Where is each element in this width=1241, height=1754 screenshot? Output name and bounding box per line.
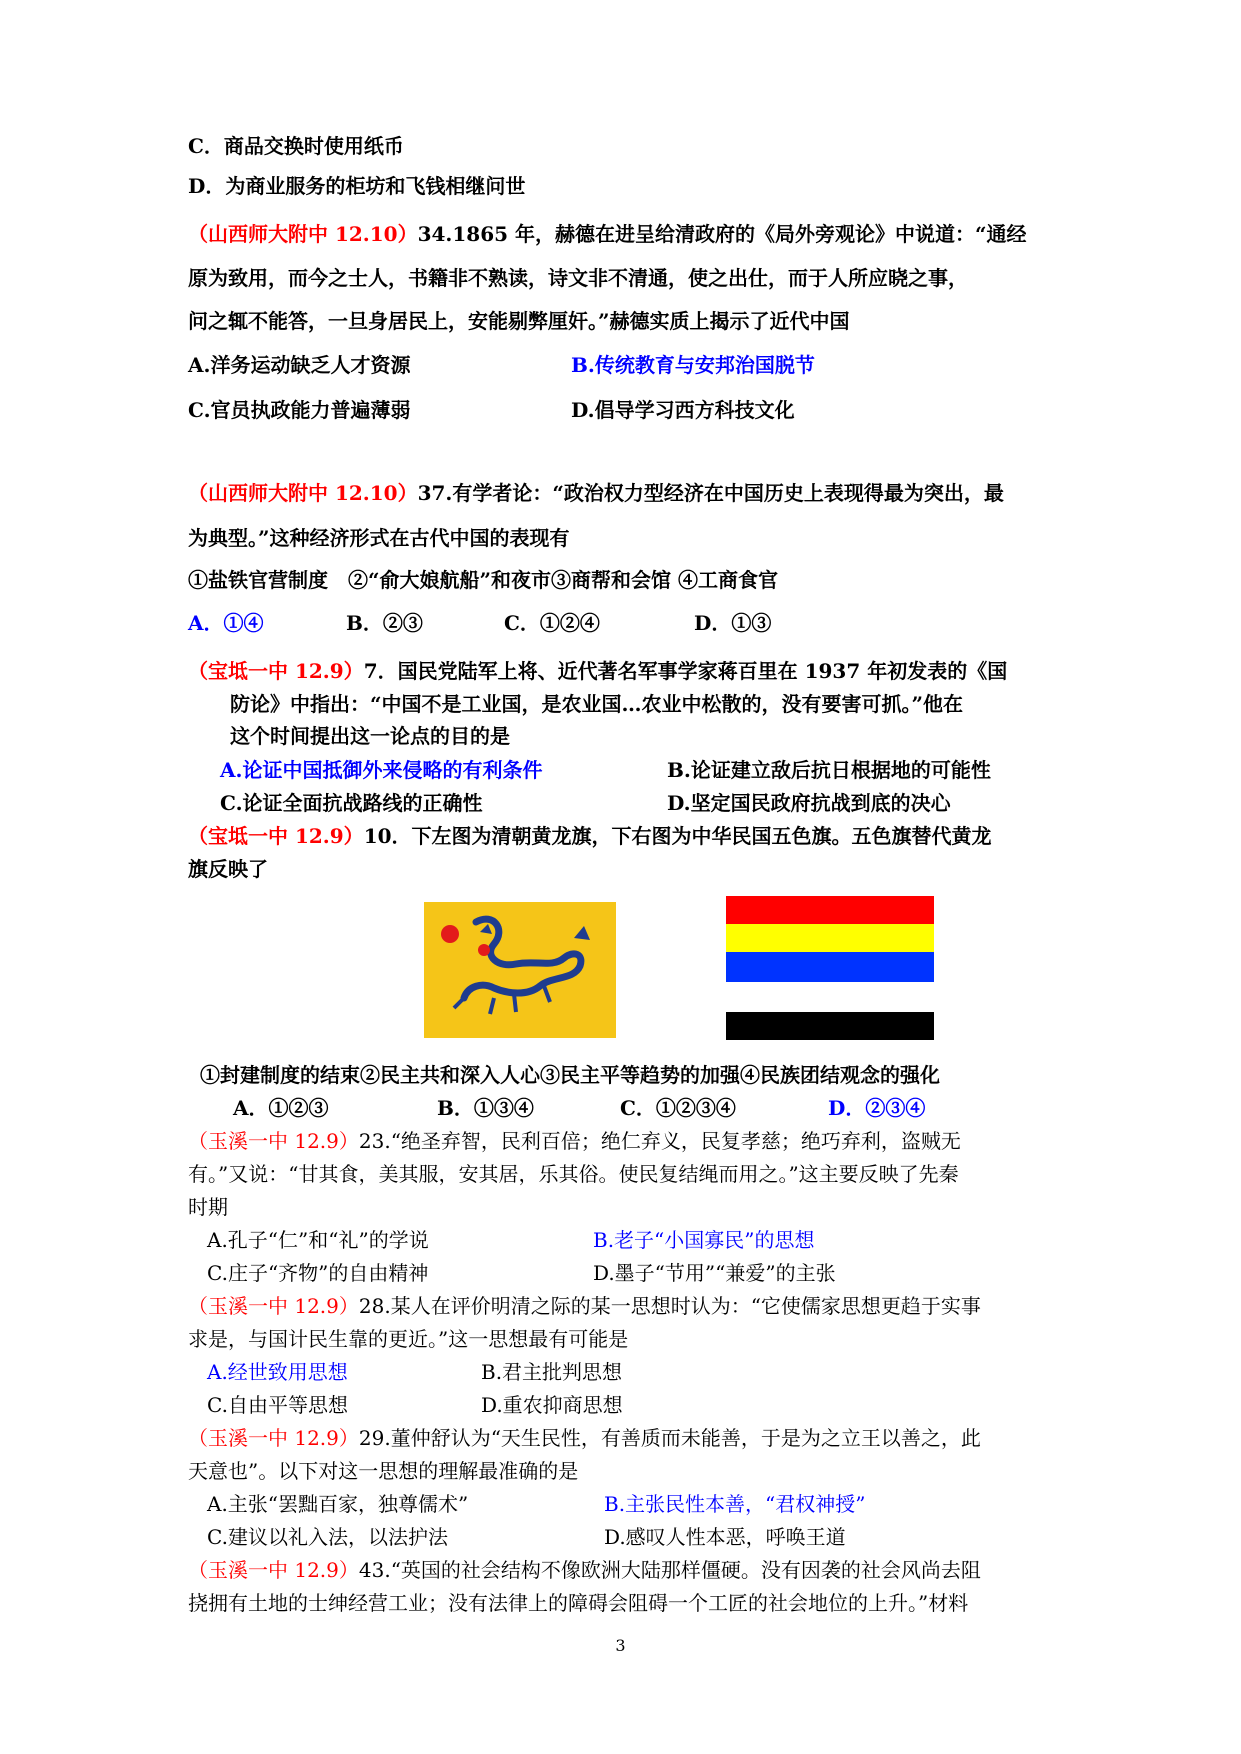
question-34-line-3: 问之辄不能答，一旦身居民上，安能剔弊厘奸。”赫德实质上揭示了近代中国 [188, 309, 850, 333]
question-29-line-1 [188, 1425, 981, 1451]
question-34-line-1 [188, 221, 1027, 247]
q37-option-b: B．②③ [346, 611, 423, 635]
question-28-line-2: 求是，与国计民生靠的更近。”这一思想最有可能是 [188, 1327, 629, 1351]
q37-option-c: C．①②④ [504, 611, 600, 635]
q10-option-d: D．②③④ [828, 1096, 926, 1120]
question-37-items: ①盐铁官营制度 ②“俞大娘航船”和夜市③商帮和会馆 ④工商食官 [188, 568, 778, 592]
option-c: C．商品交换时使用纸币 [188, 134, 404, 158]
q23-option-b: B.老子“小国寡民”的思想 [593, 1228, 815, 1252]
question-text: 10．下左图为清朝黄龙旗，下右图为中华民国五色旗。五色旗替代黄龙 [363, 824, 992, 848]
q23-option-a: A.孔子“仁”和“礼”的学说 [207, 1228, 429, 1252]
q10-option-c: C．①②③④ [620, 1096, 736, 1120]
question-37-line-1 [188, 480, 1004, 506]
question-text: 7．国民党陆军上将、近代著名军事学家蒋百里在 1937 年初发表的《国 [363, 659, 1008, 683]
qing-dragon-flag-image [424, 902, 616, 1038]
source-tag: （山西师大附中 12.10） [188, 222, 418, 246]
q7-option-d: D.坚定国民政府抗战到底的决心 [667, 791, 951, 815]
question-7-line-2: 防论》中指出：“中国不是工业国，是农业国…农业中松散的，没有要害可抓。”他在 [230, 692, 964, 716]
question-43-line-1 [188, 1557, 981, 1583]
question-29-line-2: 天意也”。以下对这一思想的理解最准确的是 [188, 1459, 579, 1483]
q29-option-a: A.主张“罢黜百家，独尊儒术” [207, 1492, 469, 1516]
question-7-line-3: 这个时间提出这一论点的目的是 [230, 724, 510, 748]
source-tag: （玉溪一中 12.9） [188, 1558, 359, 1582]
q29-option-c: C.建议以礼入法，以法护法 [207, 1525, 448, 1549]
q10-option-b: B．①③④ [437, 1096, 534, 1120]
question-10-line-2: 旗反映了 [188, 857, 268, 881]
source-tag: （玉溪一中 12.9） [188, 1294, 359, 1318]
q10-option-a: A．①②③ [233, 1096, 329, 1120]
question-23-line-3: 时期 [188, 1195, 228, 1219]
five-color-flag-image [726, 896, 934, 1040]
option-d: D．为商业服务的柜坊和飞钱相继问世 [188, 174, 526, 198]
q34-option-d: D.倡导学习西方科技文化 [571, 398, 795, 422]
q34-option-b: B.传统教育与安邦治国脱节 [571, 353, 815, 377]
question-text: 28.某人在评价明清之际的某一思想时认为：“它使儒家思想更趋于实事 [358, 1294, 981, 1318]
question-text: 37.有学者论：“政治权力型经济在中国历史上表现得最为突出，最 [417, 481, 1004, 505]
question-text: 43.“英国的社会结构不像欧洲大陆那样僵硬。没有因袭的社会风尚去阻 [358, 1558, 981, 1582]
q23-option-d: D.墨子“节用”“兼爱”的主张 [593, 1261, 836, 1285]
source-tag: （玉溪一中 12.9） [188, 1129, 359, 1153]
q28-option-c: C.自由平等思想 [207, 1393, 348, 1417]
source-tag: （宝坻一中 12.9） [188, 824, 364, 848]
q28-option-a: A.经世致用思想 [207, 1360, 348, 1384]
q34-option-a: A.洋务运动缺乏人才资源 [188, 353, 411, 377]
question-10-items: ①封建制度的结束②民主共和深入人心③民主平等趋势的加强④民族团结观念的强化 [200, 1063, 940, 1087]
q28-option-d: D.重农抑商思想 [481, 1393, 623, 1417]
question-28-line-1 [188, 1293, 981, 1319]
question-23-line-2: 有。”又说：“甘其食，美其服，安其居，乐其俗。使民复结绳而用之。”这主要反映了先秦 [188, 1162, 959, 1186]
q29-option-d: D.感叹人性本恶，呼唤王道 [604, 1525, 846, 1549]
q7-option-a: A.论证中国抵御外来侵略的有利条件 [220, 758, 543, 782]
question-7-line-1 [188, 658, 1007, 684]
question-text: 23.“绝圣弃智，民利百倍；绝仁弃义，民复孝慈；绝巧弃利，盗贼无 [358, 1129, 961, 1153]
q37-option-d: D．①③ [694, 611, 772, 635]
question-text: 29.董仲舒认为“天生民性，有善质而未能善，于是为之立王以善之，此 [358, 1426, 981, 1450]
q37-option-a: A．①④ [188, 611, 264, 635]
q23-option-c: C.庄子“齐物”的自由精神 [207, 1261, 429, 1285]
question-34-line-2: 原为致用，而今之士人，书籍非不熟读，诗文非不清通，使之出仕，而于人所应晓之事， [188, 266, 968, 290]
question-37-line-2: 为典型。”这种经济形式在古代中国的表现有 [188, 526, 570, 550]
q29-option-b: B.主张民性本善，“君权神授” [604, 1492, 866, 1516]
question-text: 34.1865 年，赫德在进呈给清政府的《局外旁观论》中说道：“通经 [417, 222, 1027, 246]
source-tag: （宝坻一中 12.9） [188, 659, 364, 683]
question-10-line-1 [188, 823, 992, 849]
q7-option-c: C.论证全面抗战路线的正确性 [220, 791, 483, 815]
question-43-line-2: 挠拥有土地的士绅经营工业；没有法律上的障碍会阻碍一个工匠的社会地位的上升。”材料 [188, 1591, 969, 1615]
question-23-line-1 [188, 1128, 961, 1154]
page-number: 3 [615, 1636, 626, 1655]
source-tag: （山西师大附中 12.10） [188, 481, 418, 505]
q28-option-b: B.君主批判思想 [481, 1360, 623, 1384]
source-tag: （玉溪一中 12.9） [188, 1426, 359, 1450]
q34-option-c: C.官员执政能力普遍薄弱 [188, 398, 411, 422]
q7-option-b: B.论证建立敌后抗日根据地的可能性 [667, 758, 991, 782]
